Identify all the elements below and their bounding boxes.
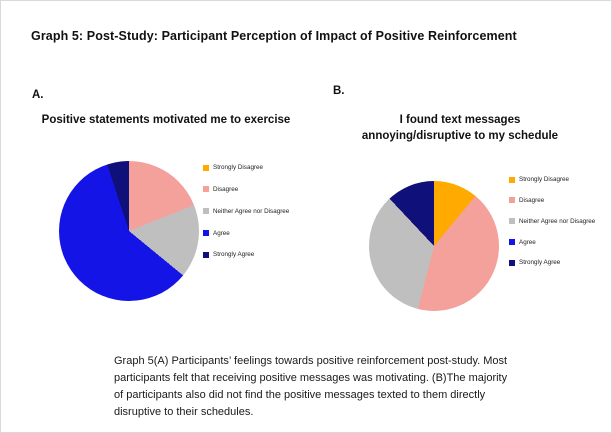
legend-swatch-icon — [509, 177, 515, 183]
pie-chart-b — [369, 181, 499, 311]
legend-item-label: Neither Agree nor Disagree — [213, 207, 290, 215]
legend-swatch-icon — [203, 186, 209, 192]
legend-item-label: Disagree — [519, 196, 545, 204]
legend-b — [509, 176, 604, 280]
legend-item-label: Agree — [213, 229, 230, 237]
legend-swatch-icon — [509, 239, 515, 245]
legend-item — [203, 186, 298, 194]
chart-title-b: I found text messages annoying/disruptive to my schedule — [361, 114, 559, 142]
legend-item-label: Strongly Disagree — [213, 164, 264, 171]
legend-item — [509, 176, 604, 184]
panel-letter-b: B. — [333, 85, 345, 97]
figure-caption: Graph 5(A) Participants’ feelings towards positive reinforcement post-study. Most participants felt that receiving positive messages was motivating. (B)The majority of participants also did not find the positive messages texted to them directly disruptive to their schedules. — [114, 355, 508, 419]
legend-item — [203, 208, 298, 216]
legend-item — [509, 239, 604, 247]
legend-item — [203, 251, 298, 259]
legend-item-label: Agree — [519, 238, 536, 246]
legend-item-label: Strongly Agree — [519, 259, 561, 267]
legend-item — [509, 218, 604, 226]
legend-item-label: Disagree — [213, 185, 239, 193]
panel-letter-a: A. — [32, 89, 44, 101]
chart-title-a: Positive statements motivated me to exercise — [41, 114, 291, 126]
legend-swatch-icon — [203, 252, 209, 258]
legend-item — [203, 230, 298, 238]
legend-item — [509, 197, 604, 205]
legend-item-label: Neither Agree nor Disagree — [519, 217, 596, 225]
legend-item-label: Strongly Agree — [213, 251, 255, 259]
legend-item — [203, 164, 298, 172]
legend-swatch-icon — [203, 208, 209, 214]
legend-item-label: Strongly Disagree — [519, 176, 570, 183]
legend-swatch-icon — [509, 197, 515, 203]
legend-swatch-icon — [509, 218, 515, 224]
legend-swatch-icon — [203, 230, 209, 236]
legend-swatch-icon — [509, 260, 515, 266]
legend-item — [509, 259, 604, 267]
page-title: Graph 5: Post-Study: Participant Perception of Impact of Positive Reinforcement — [31, 29, 517, 43]
legend-a — [203, 164, 298, 273]
legend-swatch-icon — [203, 165, 209, 171]
pie-chart-a — [59, 161, 199, 301]
